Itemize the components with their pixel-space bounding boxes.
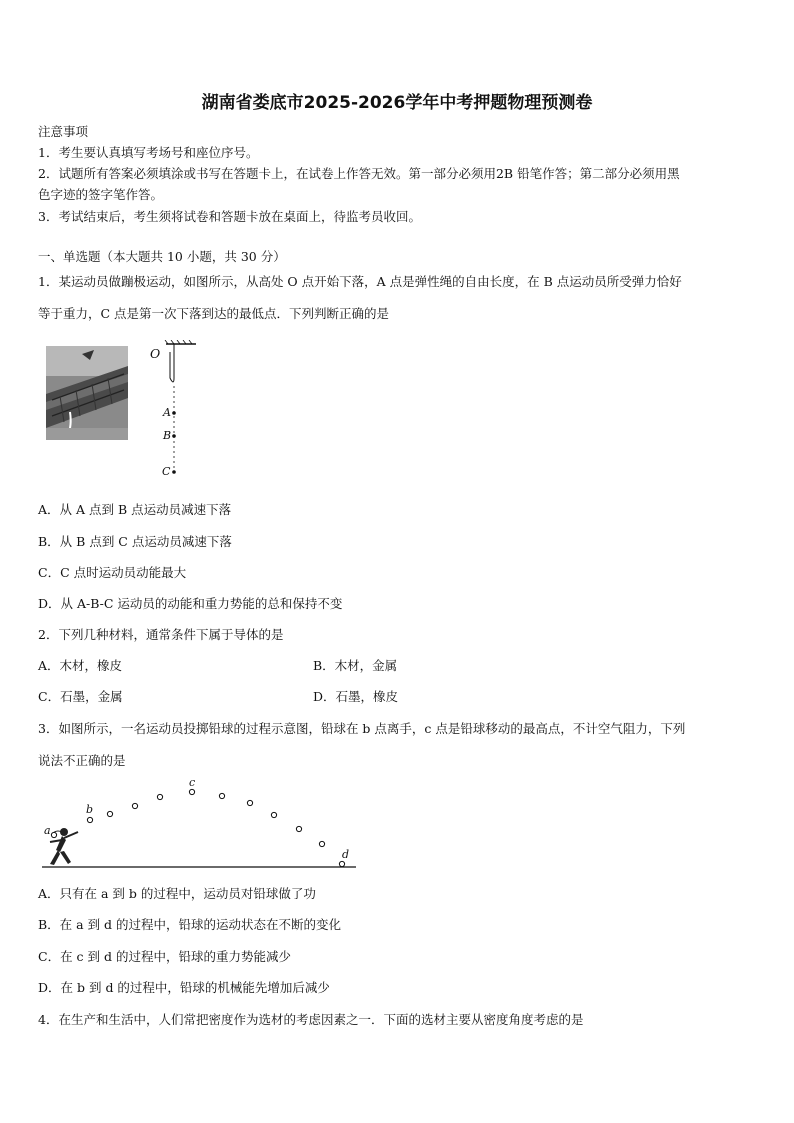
label-b: B xyxy=(163,429,172,442)
q3-option-a: A．只有在 a 到 b 的过程中，运动员对铅球做了功 xyxy=(38,886,316,901)
traj-label-a: a xyxy=(44,824,51,837)
shot-put-diagram xyxy=(38,776,358,872)
q3-option-c: C．在 c 到 d 的过程中，铅球的重力势能减少 xyxy=(38,949,291,964)
q1-option-c: C．C 点时运动员动能最大 xyxy=(38,565,187,580)
q1-option-d: D．从 A-B-C 运动员的动能和重力势能的总和保持不变 xyxy=(38,596,343,611)
q1-stem-line1: 1．某运动员做蹦极运动，如图所示，从高处 O 点开始下落，A 点是弹性绳的自由长度，在 B 点运动员所受弹力恰好 xyxy=(38,274,682,289)
notice-item-1: 1．考生要认真填写考场号和座位序号。 xyxy=(38,145,259,160)
label-o: O xyxy=(150,346,161,361)
q1-option-a: A．从 A 点到 B 点运动员减速下落 xyxy=(38,502,232,517)
traj-label-d: d xyxy=(342,848,350,861)
section-heading: 一、单选题（本大题共 10 小题，共 30 分） xyxy=(38,249,286,264)
q3-stem-line2: 说法不正确的是 xyxy=(38,753,126,768)
traj-label-b: b xyxy=(86,803,94,816)
notice-heading: 注意事项 xyxy=(38,124,89,139)
label-a: A xyxy=(163,406,171,419)
q1-option-b: B．从 B 点到 C 点运动员减速下落 xyxy=(38,534,232,549)
q2-option-d: D．石墨，橡皮 xyxy=(313,689,399,704)
q2-option-c: C．石墨，金属 xyxy=(38,689,123,704)
q2-option-b: B．木材，金属 xyxy=(313,658,398,673)
notice-item-2-cont: 色字迹的签字笔作答。 xyxy=(38,187,164,202)
q1-stem-line2: 等于重力，C 点是第一次下落到达的最低点．下列判断正确的是 xyxy=(38,306,390,321)
label-c: C xyxy=(162,465,171,478)
q3-option-d: D．在 b 到 d 的过程中，铅球的机械能先增加后减少 xyxy=(38,980,330,995)
traj-label-c: c xyxy=(189,776,196,789)
q2-stem: 2．下列几种材料，通常条件下属于导体的是 xyxy=(38,627,284,642)
q3-option-b: B．在 a 到 d 的过程中，铅球的运动状态在不断的变化 xyxy=(38,917,342,932)
bungee-diagram xyxy=(148,340,208,480)
bungee-photo xyxy=(46,346,128,440)
q2-option-a: A．木材，橡皮 xyxy=(38,658,123,673)
notice-item-2: 2．试题所有答案必须填涂或书写在答题卡上，在试卷上作答无效。第一部分必须用2B 铅笔作答；第二部分必须用黑 xyxy=(38,166,680,181)
exam-title: 湖南省娄底市2025-2026学年中考押题物理预测卷 xyxy=(201,93,593,113)
notice-item-3: 3．考试结束后，考生须将试卷和答题卡放在桌面上，待监考员收回。 xyxy=(38,209,421,224)
q4-stem: 4．在生产和生活中，人们常把密度作为选材的考虑因素之一．下面的选材主要从密度角度考虑的是 xyxy=(38,1012,584,1027)
q3-stem-line1: 3．如图所示，一名运动员投掷铅球的过程示意图，铅球在 b 点离手，c 点是铅球移动的最高点，不计空气阻力，下列 xyxy=(38,721,686,736)
